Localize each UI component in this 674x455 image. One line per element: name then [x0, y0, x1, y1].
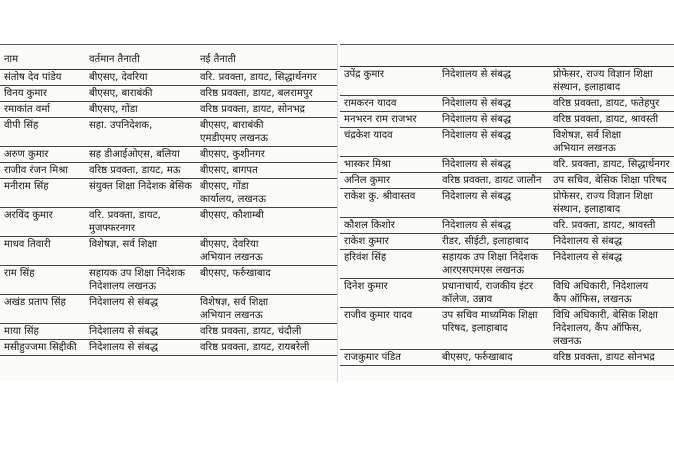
cell-new-posting: बीएसए, बागपत [200, 165, 258, 176]
cell-name: राजीव रंजन मिश्रा [4, 165, 68, 176]
cell-new-posting: वरिष्ठ प्रवक्ता, डायट, रायबरेली [200, 342, 310, 353]
table-row [340, 234, 674, 250]
cell-current-posting: निदेशालय से संबद्ध [442, 191, 511, 202]
cell-name: संतोष देव पांडेय [4, 72, 62, 83]
cell-new-posting: उप सचिव, बेसिक शिक्षा परिषद [553, 175, 667, 186]
cell-new-posting: बीएसए, कुशीनगर [200, 149, 265, 160]
cell-name: राजीव कुमार यादव [344, 310, 413, 321]
cell-current-posting: प्रधानाचार्य, राजकीय इंटर कॉलेज, उन्नाव [442, 281, 534, 305]
cell-current-posting: विशेषज्ञ, सर्व शिक्षा [89, 239, 158, 250]
table-row [340, 308, 674, 350]
cell-current-posting: निदेशालय से संबद्ध [442, 130, 511, 141]
cell-new-posting: बीएसए, गोंडा कार्यालय, लखनऊ [200, 181, 266, 205]
cell-current-posting: उप सचिव माध्यमिक शिक्षा परिषद, इलाहाबाद [442, 310, 538, 334]
cell-name: वीपी सिंह [4, 120, 39, 131]
table-row [340, 96, 674, 112]
cell-name: रामकरन यादव [344, 98, 397, 109]
cell-new-posting: वरिष्ठ प्रवक्ता, डायट, सोनभद्र [200, 104, 305, 115]
table-row [340, 350, 674, 366]
cell-new-posting: निदेशालय से संबद्ध [553, 236, 622, 247]
cell-name: भास्कर मिश्रा [344, 159, 391, 170]
cell-current-posting: निदेशालय से संबद्ध [442, 159, 511, 170]
cell-current-posting: निदेशालय से संबद्ध [442, 69, 511, 80]
cell-current-posting: निदेशालय से संबद्ध [89, 297, 158, 308]
cell-new-posting: बीएसए, कौशाम्बी [200, 210, 264, 221]
cell-new-posting: वरि. प्रवक्ता, डायट, श्रावस्ती [553, 220, 656, 231]
table-row [0, 163, 337, 179]
cell-new-posting: बीएसए, देवरिया अभियान लखनऊ [200, 239, 263, 263]
table-row [0, 324, 337, 340]
cell-new-posting: वरिष्ठ प्रवक्ता, डायट, चंदौली [200, 326, 302, 337]
table-row [0, 70, 337, 86]
cell-current-posting: रीडर, सीईटी, इलाहाबाद [442, 236, 529, 247]
cell-name: चंद्रकेश यादव [344, 130, 393, 141]
cell-name: अखंड प्रताप सिंह [4, 297, 66, 308]
cell-current-posting: निदेशालय से संबद्ध [442, 98, 511, 109]
table-row [0, 179, 337, 208]
cell-new-posting: बीएसए, बाराबंकी एमडीएमए लखनऊ [200, 120, 269, 144]
cell-new-posting: निदेशालय से संबद्ध [553, 252, 622, 263]
table-row [0, 208, 337, 237]
header-name: नाम [4, 54, 19, 65]
cell-new-posting: वरिष्ठ प्रवक्ता, डायट, बलरामपुर [200, 88, 313, 99]
cell-current-posting: बीएसए, फर्रुखाबाद [442, 352, 513, 363]
cell-name: दिनेश कुमार [344, 281, 388, 292]
cell-name: अरुण कुमार [4, 149, 49, 160]
left-table [0, 69, 337, 356]
cell-new-posting: वरिष्ठ प्रवक्ता, डायट, श्रावस्ती [553, 114, 659, 125]
table-row [0, 86, 337, 102]
cell-name: राकेश कुमार [344, 236, 389, 247]
cell-new-posting: बीएसए, फर्रुखाबाद [200, 268, 271, 279]
cell-name: अरविंद कुमार [4, 210, 53, 221]
cell-new-posting: प्रोफेसर, राज्य विज्ञान शिक्षा संस्थान, इलाहाबाद [553, 191, 653, 215]
cell-new-posting: वरि. प्रवक्ता, डायट, सिद्धार्थनगर [553, 159, 670, 170]
cell-name: विनय कुमार [4, 88, 48, 99]
cell-name: मनीराम सिंह [4, 181, 49, 192]
cell-current-posting: सहा. उपनिदेशक, [89, 120, 153, 131]
cell-name: कौशल किशोर [344, 220, 395, 231]
cell-new-posting: वरि. प्रवक्ता, डायट, सिद्धार्थनगर [200, 72, 317, 83]
right-table [340, 66, 674, 366]
cell-name: मनभरन राम राजभर [344, 114, 417, 125]
cell-name: राम सिंह [4, 268, 35, 279]
table-row [0, 118, 337, 147]
cell-name: रमाकांत वर्मा [4, 104, 50, 115]
cell-current-posting: निदेशालय से संबद्ध [89, 342, 158, 353]
cell-name: हरिवंश सिंह [344, 252, 387, 263]
table-row [0, 295, 337, 324]
cell-new-posting: विधि अधिकारी, बेसिक शिक्षा निदेशालय, कैंप ऑफिस, लखनऊ [553, 310, 658, 347]
cell-current-posting: बीएसए, देवरिया [89, 72, 148, 83]
cell-new-posting: विशेषज्ञ, सर्व शिक्षा अभियान लखनऊ [553, 130, 622, 154]
cell-new-posting: वरिष्ठ प्रवक्ता, डायट, फतेहपुर [553, 98, 660, 109]
cell-current-posting: निदेशालय से संबद्ध [442, 114, 511, 125]
left-table-header [0, 48, 337, 68]
cell-new-posting: विशेषज्ञ, सर्व शिक्षा अभियान लखनऊ [200, 297, 269, 321]
table-row [340, 279, 674, 308]
right-newspaper-clipping [340, 44, 674, 382]
cell-current-posting: वरि. प्रवक्ता, डायट, मुजफ्फरनगर [89, 210, 161, 234]
cell-current-posting: वरिष्ठ प्रवक्ता, डायट, मऊ [89, 165, 181, 176]
clipping-top-rule [340, 44, 674, 45]
cell-new-posting: विधि अधिकारी, निदेशालय कैंप ऑफिस, लखनऊ [553, 281, 649, 305]
cell-current-posting: संयुक्त शिक्षा निदेशक बेसिक [89, 181, 192, 192]
table-row [340, 173, 674, 189]
table-row [340, 128, 674, 157]
cell-name: माधव तिवारी [4, 239, 51, 250]
table-row [340, 112, 674, 128]
table-row [340, 67, 674, 96]
table-row [0, 147, 337, 163]
cell-current-posting: निदेशालय से संबद्ध [89, 326, 158, 337]
table-row [0, 340, 337, 356]
header-current-posting: वर्तमान तैनाती [89, 54, 140, 65]
cell-name: मसीहुज्जमा सिद्दीकी [4, 342, 77, 353]
table-row [340, 218, 674, 234]
cell-new-posting: प्रोफेसर, राज्य विज्ञान शिक्षा संस्थान, इलाहाबाद [553, 69, 653, 93]
clipping-top-rule [0, 44, 337, 45]
table-row [0, 266, 337, 295]
cell-current-posting: बीएसए, बाराबंकी [89, 88, 153, 99]
cell-name: राजकुमार पंडित [344, 352, 401, 363]
cell-name: राकेश कु. श्रीवास्तव [344, 191, 416, 202]
left-newspaper-clipping [0, 44, 337, 382]
cell-current-posting: बीएसए, गोंडा [89, 104, 138, 115]
cell-current-posting: निदेशालय से संबद्ध [442, 220, 511, 231]
table-row [0, 102, 337, 118]
table-row [340, 189, 674, 218]
table-row [340, 157, 674, 173]
table-row [0, 237, 337, 266]
cell-current-posting: सहायक उप शिक्षा निदेशक निदेशालय लखनऊ [89, 268, 185, 292]
cell-name: अनिल कुमार [344, 175, 391, 186]
cell-new-posting: वरिष्ठ प्रवक्ता, डायट सोनभद्र [553, 352, 655, 363]
table-row [340, 250, 674, 279]
header-new-posting: नई तैनाती [200, 54, 236, 65]
cell-current-posting: सह डीआईओएस, बलिया [89, 149, 180, 160]
cell-current-posting: वरिष्ठ प्रवक्ता, डायट जालौन [442, 175, 542, 186]
cell-name: माया सिंह [4, 326, 39, 337]
cell-name: उपेंद्र कुमार [344, 69, 384, 80]
cell-current-posting: सहायक उप शिक्षा निदेशक आरएसएमएस लखनऊ [442, 252, 538, 276]
